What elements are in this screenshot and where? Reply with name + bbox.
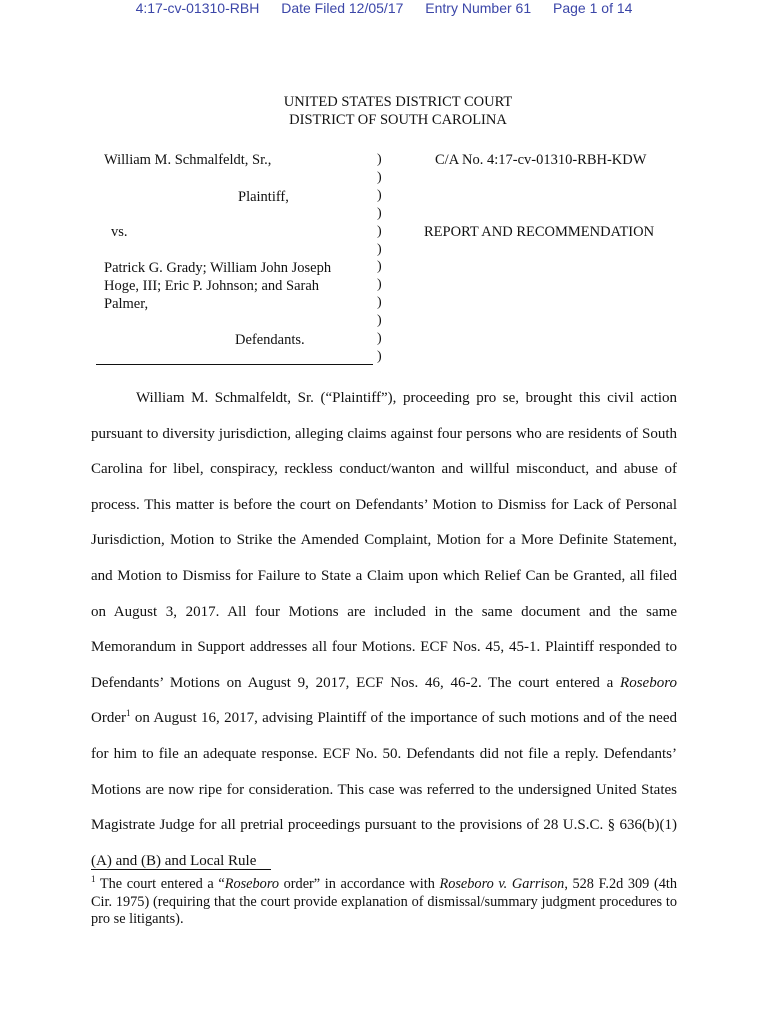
paren: )	[377, 348, 382, 364]
paren: )	[377, 169, 382, 185]
footnote-marker: 1	[125, 708, 131, 719]
paren: )	[377, 313, 382, 329]
footnote-case-name: Roseboro v. Garrison	[439, 876, 565, 892]
footnote-text-3: , 528 F.2d 309 (4th Cir. 1975) (requiring that the court provide explanation of dismissal/summary judgment procedures to pro se litigants).	[91, 876, 677, 928]
court-heading	[0, 93, 768, 129]
body-text-2: Order	[91, 710, 126, 727]
defendants-role: Defendants.	[235, 332, 305, 348]
plaintiff-name: William M. Schmalfeldt, Sr.,	[104, 152, 272, 168]
paren: )	[377, 331, 382, 347]
body-text-3: on August 16, 2017, advising Plaintiff of the importance of such motions and of the need for him to file an adequate response. ECF No. 50. Defendants did not file a reply. Defendants’ Motions are now ripe for consideration. This case was referred to the undersigned United States Magistrate Judge for all pretrial proceedings pursuant to the provisions of 28 U.S.C. § 636(b)(1)(A) and (B) and Local Rule	[91, 710, 677, 869]
footnote-number: 1	[91, 874, 96, 885]
defendants-line-1: Patrick G. Grady; William John Joseph	[104, 260, 332, 276]
footnote-text-1: The court entered a “	[95, 876, 225, 892]
paren: )	[377, 259, 382, 275]
court-name: UNITED STATES DISTRICT COURT	[283, 94, 513, 110]
document-title: REPORT AND RECOMMENDATION	[424, 224, 655, 240]
footnote	[91, 876, 677, 929]
date-filed: Date Filed 12/05/17	[281, 0, 404, 16]
case-caption	[0, 151, 768, 371]
ca-number: C/A No. 4:17-cv-01310-RBH-KDW	[435, 152, 647, 168]
paren: )	[377, 205, 382, 221]
paren: )	[377, 152, 382, 167]
body-paragraph	[91, 381, 677, 879]
entry-number: Entry Number 61	[425, 0, 532, 16]
paren: )	[377, 295, 382, 311]
roseboro-italic: Roseboro	[620, 674, 677, 691]
page-indicator: Page 1 of 14	[553, 0, 633, 16]
caption-parentheses	[377, 151, 387, 366]
footnote-text-2: order” in accordance with	[279, 876, 440, 892]
paren: )	[377, 241, 382, 257]
case-number: 4:17-cv-01310-RBH	[135, 0, 260, 16]
paren: )	[377, 223, 382, 239]
body-text-1: William M. Schmalfeldt, Sr. (“Plaintiff”), proceeding pro se, brought this civil action pursuant to diversity jurisdiction, alleging claims against four persons who are residents of South Carolina for libel, conspiracy, reckless conduct/wanton and willful misconduct, and abuse of process. This matter is before the court on Defendants’ Motion to Dismiss for Lack of Personal Jurisdiction, Motion to Strike the Amended Complaint, Motion for a More Definite Statement, and Motion to Dismiss for Failure to State a Claim upon which Relief Can be Granted, all filed on August 3, 2017. All four Motions are included in the same document and the same Memorandum in Support addresses all four Motions. ECF Nos. 45, 45-1. Plaintiff responded to Defendants’ Motions on August 9, 2017, ECF Nos. 46, 46-2. The court entered a	[91, 390, 677, 691]
court-district: DISTRICT OF SOUTH CAROLINA	[289, 112, 507, 128]
paren: )	[377, 187, 382, 203]
filing-header	[0, 0, 768, 18]
paragraph-1	[91, 381, 677, 879]
plaintiff-role: Plaintiff,	[238, 189, 289, 205]
caption-divider	[96, 364, 373, 365]
paren: )	[377, 277, 382, 293]
footnote-roseboro: Roseboro	[224, 876, 280, 892]
versus-label: vs.	[111, 224, 128, 240]
footnote-divider	[91, 869, 271, 870]
defendants-line-3: Palmer,	[104, 296, 149, 312]
defendants-line-2: Hoge, III; Eric P. Johnson; and Sarah	[104, 278, 320, 294]
